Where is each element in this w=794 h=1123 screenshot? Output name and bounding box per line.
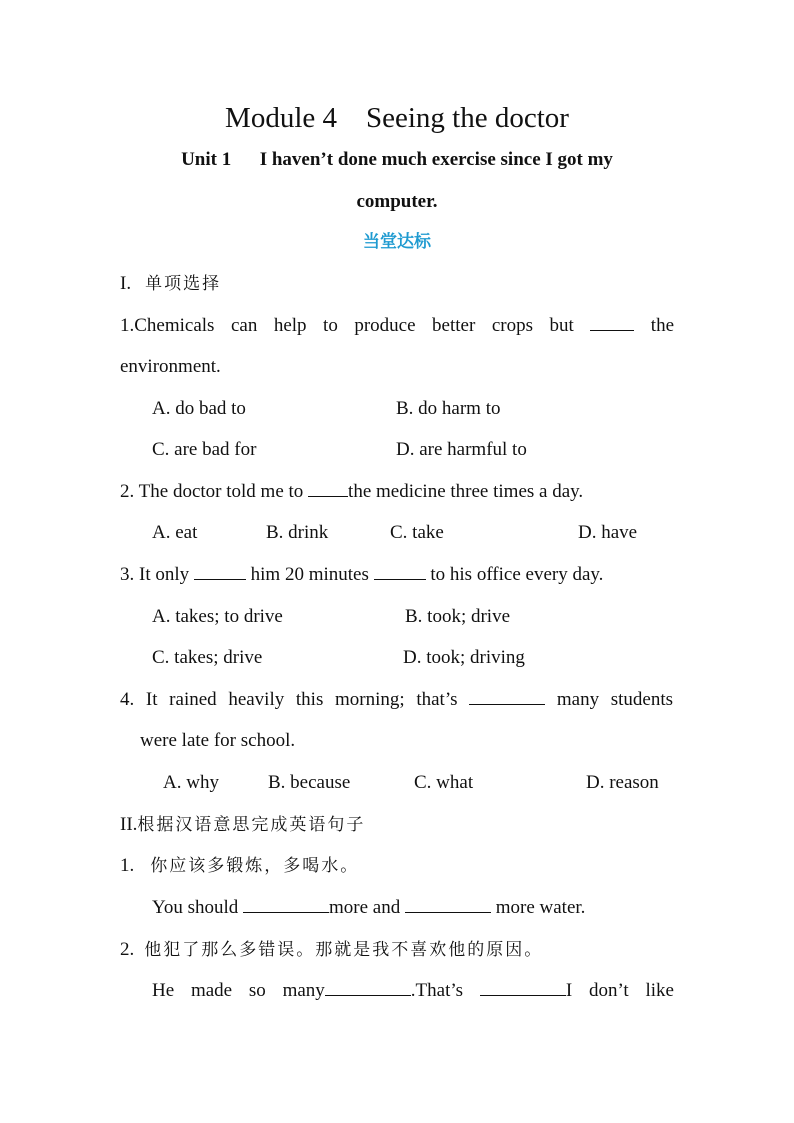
translation-item-2-text: He made so many: [152, 980, 325, 1001]
translation-item-2-chinese: [120, 936, 543, 964]
translation-item-1-answer: [152, 894, 585, 922]
question-2-option-a: A. eat: [152, 522, 198, 543]
question-2-option-d: D. have: [578, 522, 638, 543]
translation-item-1-prompt: 你应该多锻炼，多喝水。: [150, 856, 360, 876]
question-4-option-c: C. what: [414, 772, 474, 793]
translation-item-1-number: 1.: [120, 855, 135, 876]
question-4-option-d: D. reason: [586, 772, 659, 793]
question-1-option-d: D. are harmful to: [396, 439, 527, 460]
answer-blank: [243, 894, 329, 913]
translation-item-1-text: You should: [152, 897, 239, 918]
question-2-option-b: B. drink: [266, 522, 329, 543]
translation-item-2-number: 2.: [120, 939, 135, 960]
answer-blank: [590, 312, 634, 331]
section-1-title: 单项选择: [145, 274, 222, 294]
question-2-option-c: C. take: [390, 522, 444, 543]
answer-blank: [374, 561, 426, 580]
question-3-option-a: A. takes; to drive: [152, 606, 283, 627]
translation-item-1-text-end: more water.: [495, 897, 586, 918]
question-4-option-a: A. why: [163, 772, 219, 793]
section-1-number: I.: [120, 273, 132, 294]
section-2-number: II.: [120, 814, 138, 835]
question-4-line2: were late for school.: [140, 730, 296, 751]
answer-blank: [469, 686, 545, 705]
answer-blank: [325, 977, 411, 996]
translation-item-1-text-mid: more and: [329, 897, 401, 918]
question-4-text: 4. It rained heavily this morning; that’s: [120, 689, 458, 710]
question-2-line: [120, 478, 583, 506]
question-3-option-d: D. took; driving: [403, 647, 525, 668]
answer-blank: [405, 894, 491, 913]
question-3-text-mid: him 20 minutes: [250, 564, 369, 585]
question-1-text-end: the: [650, 315, 675, 336]
translation-item-2-prompt: 他犯了那么多错误。那就是我不喜欢他的原因。: [144, 940, 544, 960]
unit-title-line2: computer.: [356, 191, 438, 212]
answer-blank: [308, 478, 348, 497]
question-3-text: 3. It only: [120, 564, 190, 585]
question-1-option-b: B. do harm to: [396, 398, 501, 419]
answer-blank: [194, 561, 246, 580]
question-2-text: 2. The doctor told me to: [120, 481, 304, 502]
question-1-option-a: A. do bad to: [152, 398, 246, 419]
unit-title-line1: Unit 1 I haven’t done much exercise since I got my: [181, 149, 613, 170]
answer-blank: [480, 977, 566, 996]
question-2-text-end: the medicine three times a day.: [348, 481, 584, 502]
question-1-line1: [120, 312, 674, 340]
question-4-option-b: B. because: [268, 772, 351, 793]
translation-item-2-text-mid: .That’s: [410, 980, 464, 1001]
question-1-line2: environment.: [120, 356, 221, 377]
question-3-option-b: B. took; drive: [405, 606, 511, 627]
translation-item-2-answer: [152, 977, 674, 1005]
section-2-title: 根据汉语意思完成英语句子: [137, 815, 366, 835]
section-subtitle: 当堂达标: [363, 232, 431, 252]
module-title: Module 4 Seeing the doctor: [225, 102, 569, 134]
question-4-line1: [120, 686, 673, 714]
translation-item-2-text-end: I don’t like: [565, 980, 674, 1001]
question-1-text: 1.Chemicals can help to produce better crops but: [120, 315, 574, 336]
translation-item-1-chinese: [120, 852, 359, 880]
question-3-line: [120, 561, 603, 589]
section-1-heading: [120, 270, 221, 298]
section-2-heading: [120, 811, 365, 839]
question-3-text-end: to his office every day.: [430, 564, 604, 585]
question-3-option-c: C. takes; drive: [152, 647, 263, 668]
question-4-text-end: many students: [556, 689, 674, 710]
question-1-option-c: C. are bad for: [152, 439, 257, 460]
